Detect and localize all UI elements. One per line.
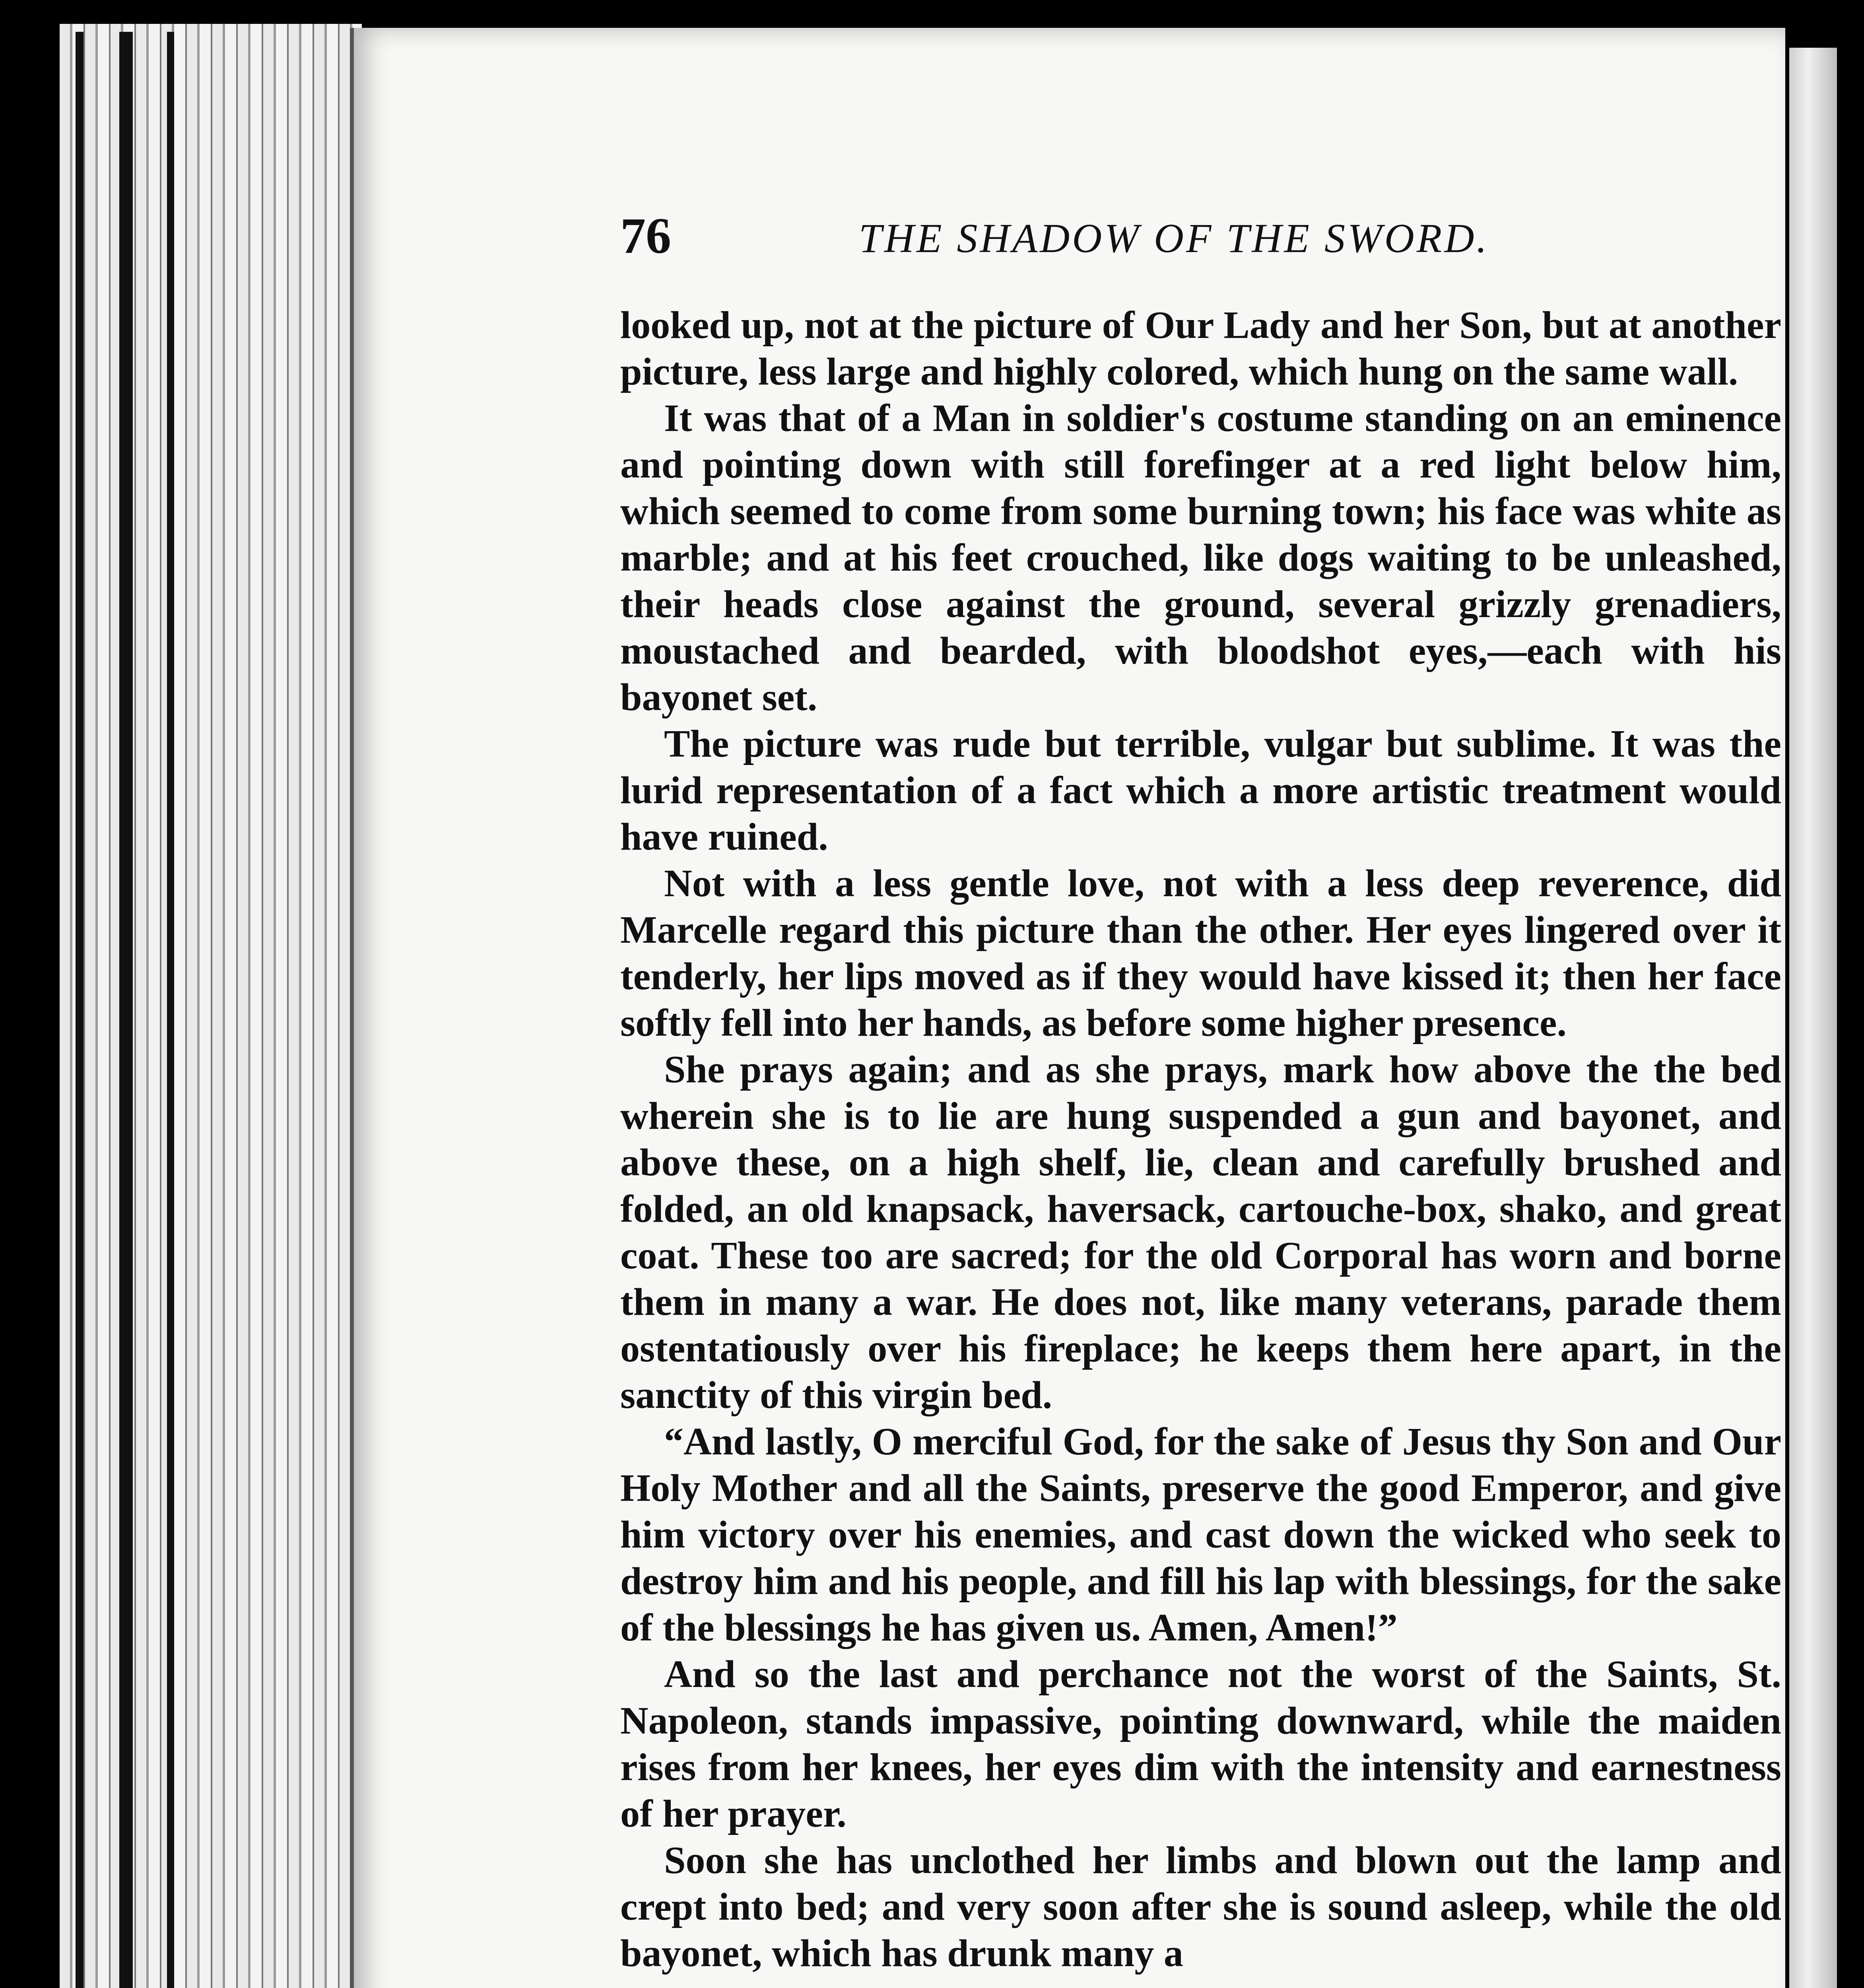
paragraph: Not with a less gentle love, not with a less deep reverence, did Marcelle regard this picture than the other. Her eyes lingered over it tenderly, her lips moved as if they would have kissed it; then her face softly fell into her hands, as before some higher presence. — [620, 862, 1781, 1044]
paragraph: looked up, not at the picture of Our Lady and her Son, but at another picture, less large and highly colored, which hung on the same wall. — [620, 304, 1781, 393]
paragraph: Soon she has unclothed her limbs and blown out the lamp and crept into bed; and very soon after she is sound asleep, while the old bayonet, which has drunk many a — [620, 1839, 1781, 1975]
body-text — [620, 302, 1781, 1977]
page-number: 76 — [620, 208, 671, 264]
paragraph: She prays again; and as she prays, mark how above the the bed wherein she is to lie are hung suspended a gun and bayonet, and above these, on a high shelf, lie, clean and carefully brushed and folded, an old knapsack, haversack, cartouche-box, shako, and great coat. These too are sacred; for the old Corporal has worn and borne them in many a war. He does not, like many veterans, parade them ostentatiously over his fireplace; he keeps them here apart, in the sanctity of this virgin bed. — [620, 1048, 1781, 1417]
paragraph: The picture was rude but terrible, vulgar but sublime. It was the lurid representation of a fact which a more artistic treatment would have ruined. — [620, 722, 1781, 858]
edge-shadow — [119, 32, 133, 1988]
page-edges — [60, 24, 362, 1988]
paragraph: “And lastly, O merciful God, for the sake of Jesus thy Son and Our Holy Mother and all the Saints, preserve the good Emperor, and give him victory over his enemies, and cast down the wicked who seek to destroy him and his people, and fill his lap with blessings, for the sake of the blessings he has given us. Amen, Amen!” — [620, 1420, 1781, 1649]
paragraph: It was that of a Man in soldier's costume standing on an eminence and pointing down with still forefinger at a red light below him, which seemed to come from some burning town; his face was white as marble; and at his feet crouched, like dogs waiting to be unleashed, their heads close against the ground, several grizzly grenadiers, moustached and bearded, with bloodshot eyes,—each with his bayonet set. — [620, 397, 1781, 719]
paragraph: And so the last and perchance not the worst of the Saints, St. Napoleon, stands impassive, pointing downward, while the maiden rises from her knees, her eyes dim with the intensity and earnestness of her prayer. — [620, 1653, 1781, 1835]
page-header — [620, 207, 1622, 266]
edge-shadow — [167, 32, 174, 1988]
right-page-edge — [1789, 48, 1837, 1988]
running-title: THE SHADOW OF THE SWORD. — [859, 215, 1489, 261]
edge-shadow — [76, 32, 83, 1988]
